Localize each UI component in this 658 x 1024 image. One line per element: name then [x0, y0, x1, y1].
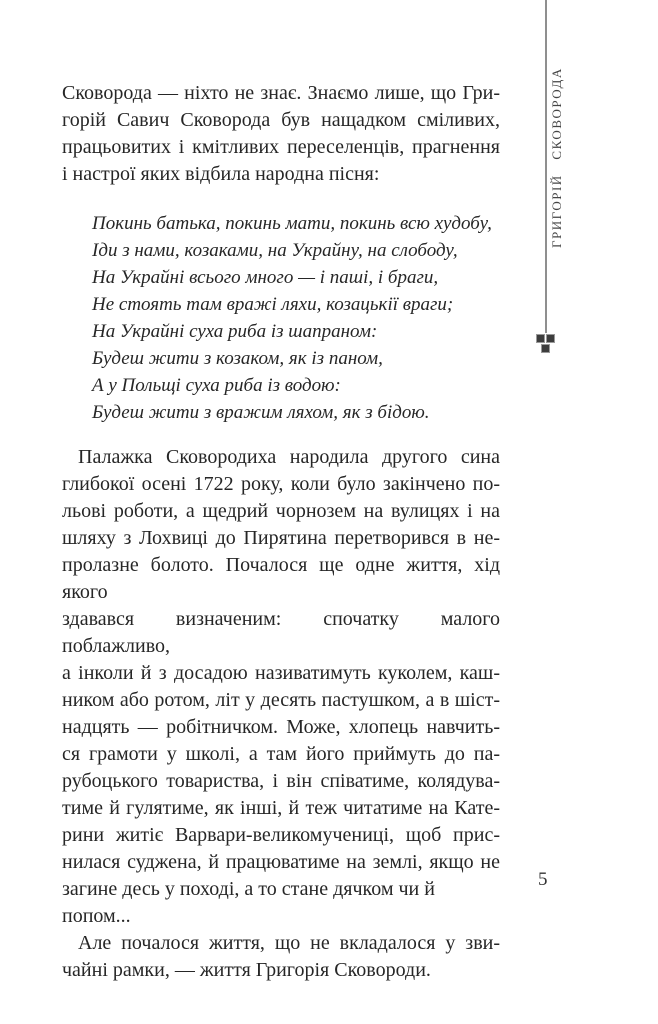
text-line: ся грамоти у школі, а там його приймуть до па- [62, 743, 500, 765]
page-number: 5 [538, 869, 548, 890]
text-line: шляху з Лохвиці до Пирятина перетворився в не- [62, 527, 500, 549]
verse-line: Не стоять там вражі ляхи, козацькії враги; [92, 294, 454, 315]
text-line: горій Савич Сковорода був нащадком сміливих, [62, 109, 500, 131]
text-line: тиме й гулятиме, як інші, й теж читатиме на Кате- [62, 797, 500, 819]
verse-line: Покинь батька, покинь мати, покинь всю худобу, [92, 213, 492, 234]
text-line: надцять — робітничком. Може, хлопець навчить- [62, 716, 500, 738]
verse-line: Іди з нами, козаками, на Украйну, на слободу, [92, 240, 458, 261]
verse-line: Будеш жити з вражим ляхом, як з бідою. [92, 402, 430, 423]
text-line: Але почалося життя, що не вкладалося у зви- [78, 932, 500, 954]
text-line: нилася суджена, й працюватиме на землі, якщо не [62, 851, 500, 873]
paragraph [62, 930, 500, 984]
ornament-square [541, 344, 550, 353]
body-text-column [62, 80, 500, 984]
text-line: рини житіє Варвари-великомучениці, щоб прис- [62, 824, 500, 846]
text-line: рубоцького товариства, і він співатиме, колядува- [62, 770, 500, 792]
text-line: Палажка Сковородиха народила другого сина [78, 446, 500, 468]
verse-line: На Украйні суха риба із шапраном: [92, 321, 378, 342]
ornament-square [546, 334, 555, 343]
text-line: Сковорода — ніхто не знає. Знаємо лише, що Гри- [62, 82, 500, 104]
text-line: здавався визначеним: спочатку малого поблажливо, [62, 608, 500, 657]
margin-ornament [536, 334, 556, 354]
verse-line: На Украйні всього много — і паші, і браги, [92, 267, 439, 288]
text-line: льові роботи, а щедрий чорнозем на вулицях і на [62, 500, 500, 522]
text-line: глибокої осені 1722 року, коли було закінчено по- [62, 473, 500, 495]
running-head: ГРИГОРІЙ СКОВОРОДА [549, 67, 564, 248]
verse-block [92, 210, 500, 426]
paragraph [62, 444, 500, 930]
text-line: працьовитих і кмітливих переселенців, прагнення [62, 136, 500, 158]
verse-line: Будеш жити з козаком, як із паном, [92, 348, 383, 369]
text-line: і настрої яких відбила народна пісня: [62, 163, 380, 185]
ornament-square [536, 334, 545, 343]
text-line: чайні рамки, — життя Григорія Сковороди. [62, 959, 431, 981]
text-line: загине десь у поході, а то стане дячком чи й попом... [62, 878, 435, 927]
text-line: а інколи й з досадою називатимуть куколем, каш- [62, 662, 500, 684]
text-line: пролазне болото. Почалося ще одне життя, хід якого [62, 554, 500, 603]
paragraph [62, 80, 500, 188]
verse-line: А у Польщі суха риба із водою: [92, 375, 341, 396]
text-line: ником або ротом, літ у десять пастушком, а в шіст- [62, 689, 500, 711]
margin-rule [545, 0, 547, 333]
